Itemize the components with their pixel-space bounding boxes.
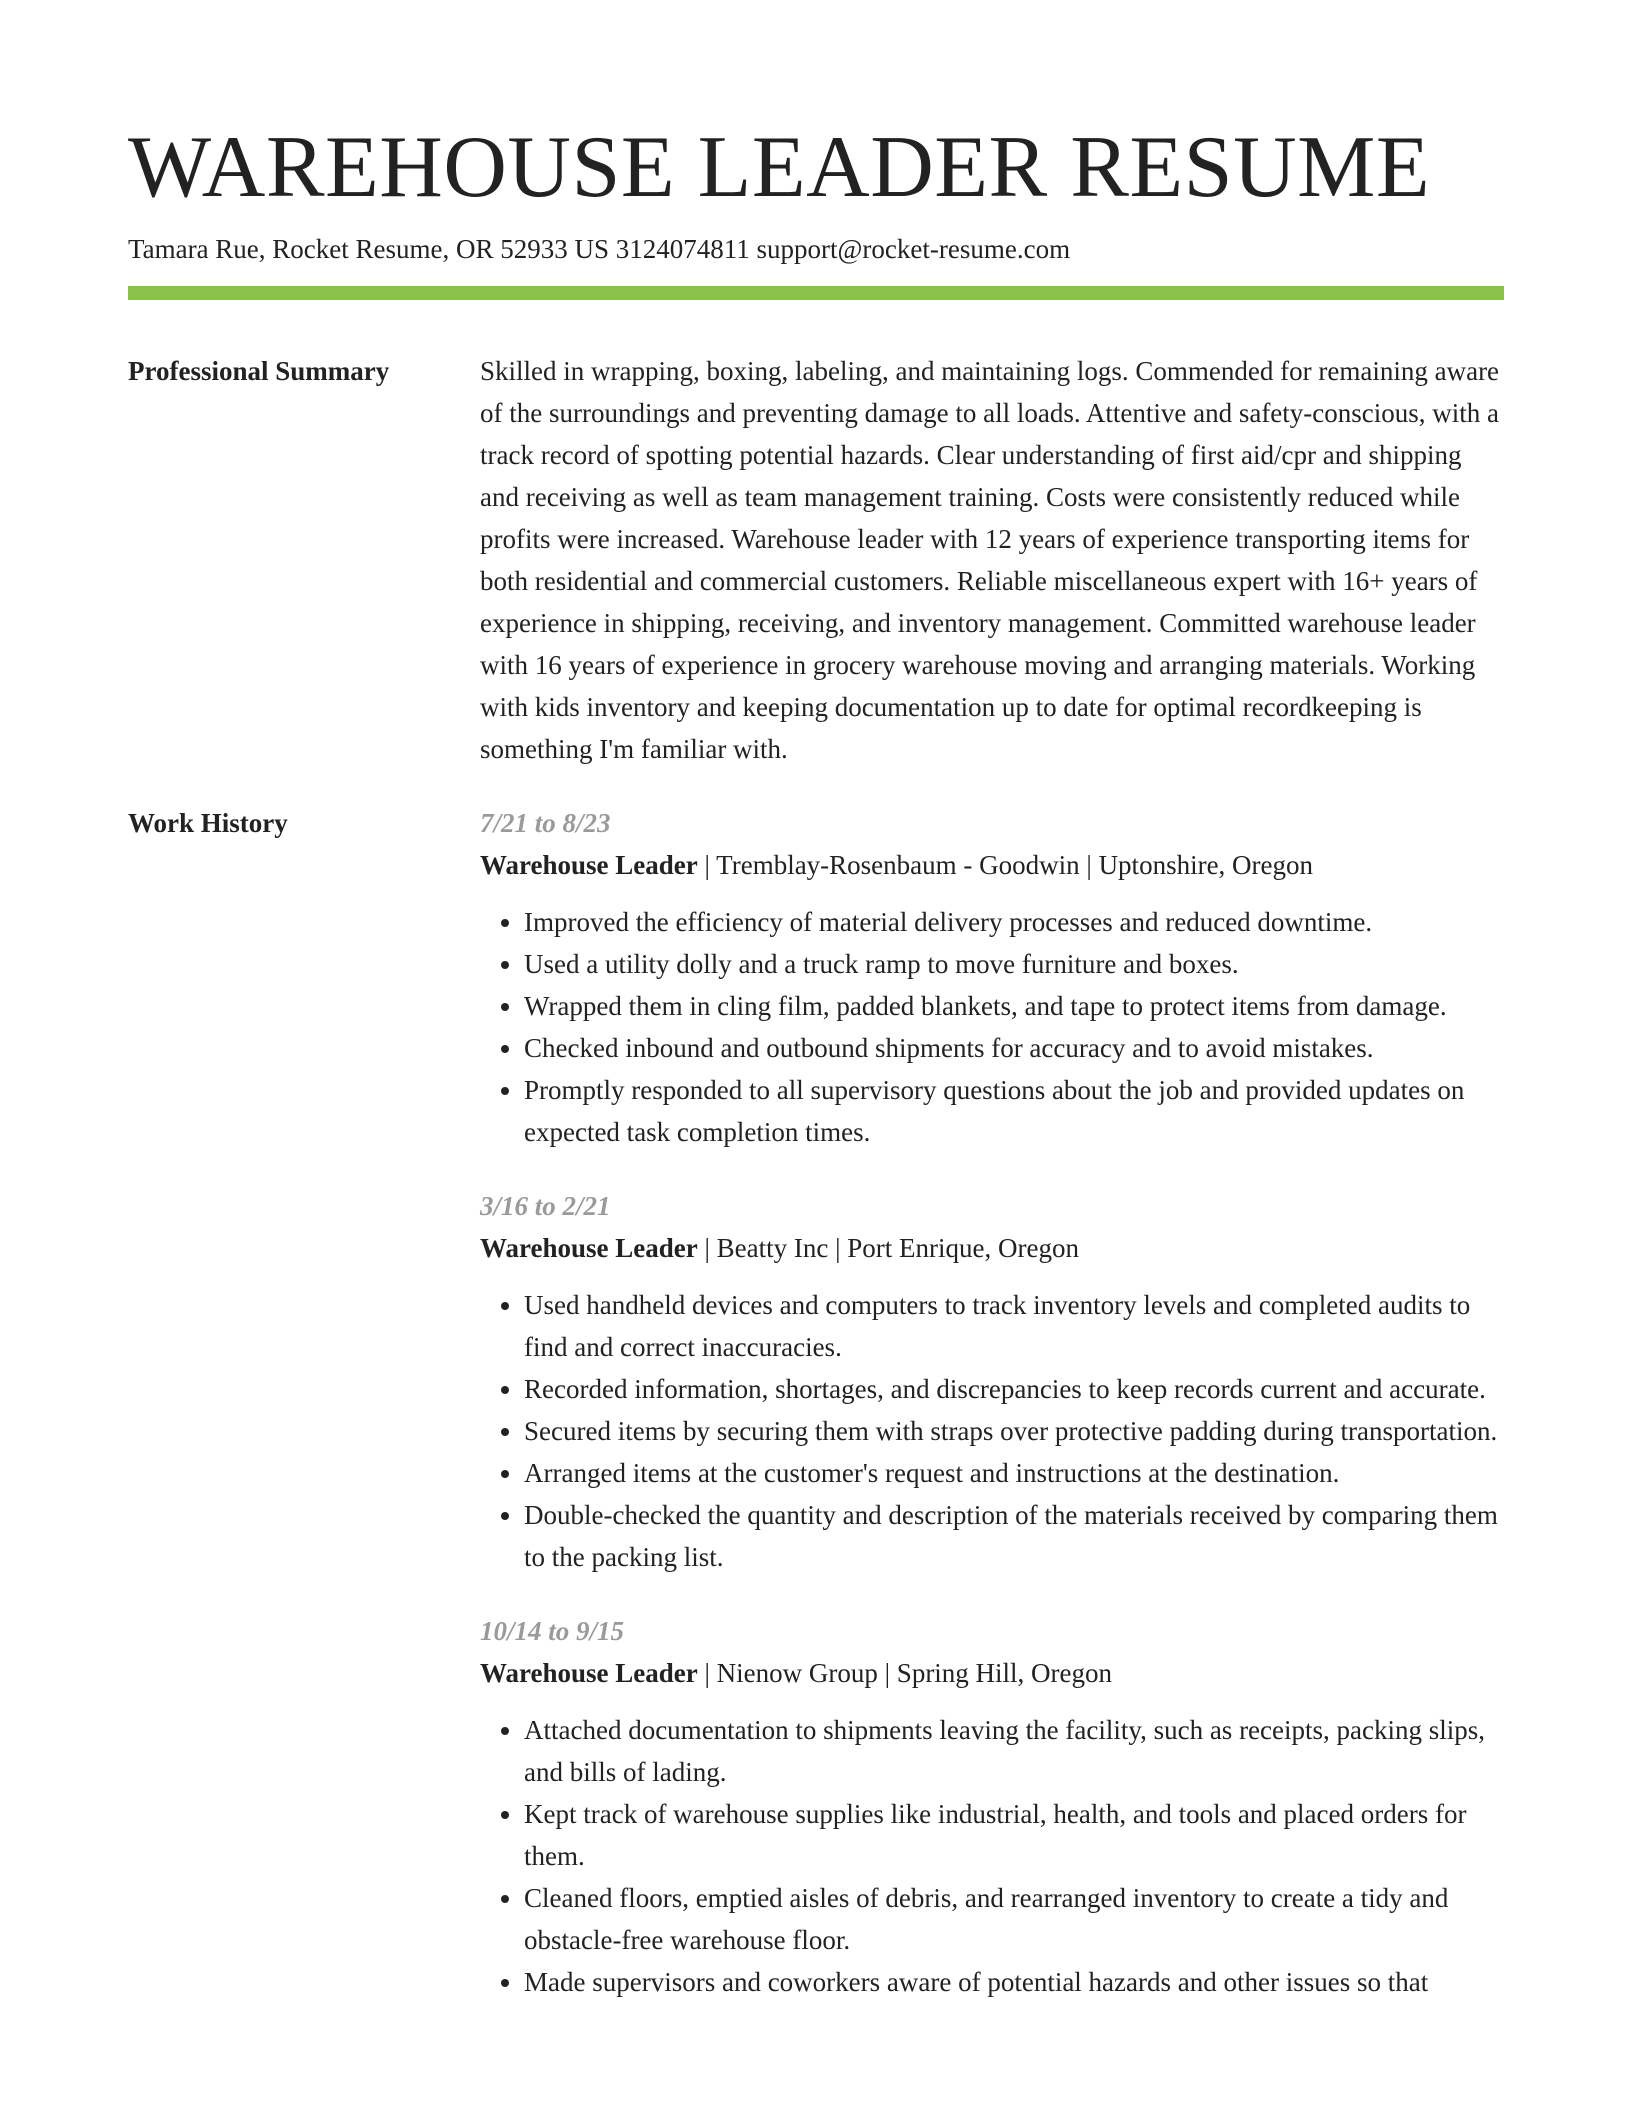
job-location: | Uptonshire, Oregon (1080, 850, 1313, 880)
summary-text: Skilled in wrapping, boxing, labeling, and maintaining logs. Commended for remaining aware of the surroundings and preventing damage to all loads. Attentive and safety-conscious, with a track record of spotting potential hazards. Clear understanding of first aid/cpr and shipping and receiving as well as team management training. Costs were consistently reduced while profits were increased. Warehouse leader with 12 years of experience transporting items for both residential and commercial customers. Reliable miscellaneous expert with 16+ years of experience in shipping, receiving, and inventory management. Committed warehouse leader with 16 years of experience in grocery warehouse moving and arranging materials. Working with kids inventory and keeping documentation up to date for optimal recordkeeping is something I'm familiar with. (480, 356, 1500, 764)
contact-name: Tamara Rue, (128, 234, 266, 264)
job-bullet: • Secured items by securing them with straps over protective padding during transportation. (524, 1410, 1504, 1452)
job-title: Warehouse Leader (480, 850, 698, 880)
job-heading (480, 1652, 1504, 1694)
job-bullet: • Promptly responded to all supervisory questions about the job and provided updates on expected task completion times. (524, 1069, 1504, 1153)
job-entry (480, 1610, 1504, 2003)
job-company: | Tremblay-Rosenbaum - Goodwin (698, 850, 1080, 880)
summary-label: Professional Summary (128, 356, 390, 386)
job-title: Warehouse Leader (480, 1658, 698, 1688)
job-dates: 3/16 to 2/21 (480, 1191, 611, 1221)
job-bullet: • Improved the efficiency of material delivery processes and reduced downtime. (524, 901, 1504, 943)
job-heading (480, 1227, 1504, 1269)
job-location: | Spring Hill, Oregon (878, 1658, 1112, 1688)
job-bullet: • Checked inbound and outbound shipments for accuracy and to avoid mistakes. (524, 1027, 1504, 1069)
job-title: Warehouse Leader (480, 1233, 698, 1263)
contact-address: Rocket Resume, OR 52933 US (272, 234, 610, 264)
job-entry (480, 802, 1504, 1153)
job-bullet: • Kept track of warehouse supplies like industrial, health, and tools and placed orders for them. (524, 1793, 1504, 1877)
contact-line (128, 232, 1070, 266)
job-bullets (480, 901, 1504, 1153)
header-divider (128, 286, 1504, 300)
job-entry (480, 1185, 1504, 1578)
summary-body (480, 350, 1504, 770)
job-bullets (480, 1709, 1504, 2003)
job-bullet: • Recorded information, shortages, and discrepancies to keep records current and accurate. (524, 1368, 1504, 1410)
contact-phone: 3124074811 (615, 234, 750, 264)
work-history-body (480, 802, 1504, 2035)
job-heading (480, 844, 1504, 886)
job-dates: 10/14 to 9/15 (480, 1616, 625, 1646)
job-bullet: • Attached documentation to shipments leaving the facility, such as receipts, packing slips, and bills of lading. (524, 1709, 1504, 1793)
job-bullet: • Wrapped them in cling film, padded blankets, and tape to protect items from damage. (524, 985, 1504, 1027)
work-history-label: Work History (128, 808, 288, 838)
job-bullet: • Made supervisors and coworkers aware of potential hazards and other issues so that (524, 1961, 1504, 2003)
job-dates: 7/21 to 8/23 (480, 808, 611, 838)
job-bullets (480, 1284, 1504, 1578)
contact-email: support@rocket-resume.com (756, 234, 1071, 264)
job-company: | Beatty Inc (698, 1233, 829, 1263)
job-bullet: • Used a utility dolly and a truck ramp to move furniture and boxes. (524, 943, 1504, 985)
job-bullet: • Cleaned floors, emptied aisles of debris, and rearranged inventory to create a tidy and obstacle-free warehouse floor. (524, 1877, 1504, 1961)
resume-title: WAREHOUSE LEADER RESUME (128, 119, 1431, 216)
job-bullet: • Double-checked the quantity and description of the materials received by comparing them to the packing list. (524, 1494, 1504, 1578)
job-bullet: • Used handheld devices and computers to track inventory levels and completed audits to find and correct inaccuracies. (524, 1284, 1504, 1368)
job-bullet: • Arranged items at the customer's request and instructions at the destination. (524, 1452, 1504, 1494)
job-location: | Port Enrique, Oregon (828, 1233, 1079, 1263)
job-company: | Nienow Group (698, 1658, 878, 1688)
